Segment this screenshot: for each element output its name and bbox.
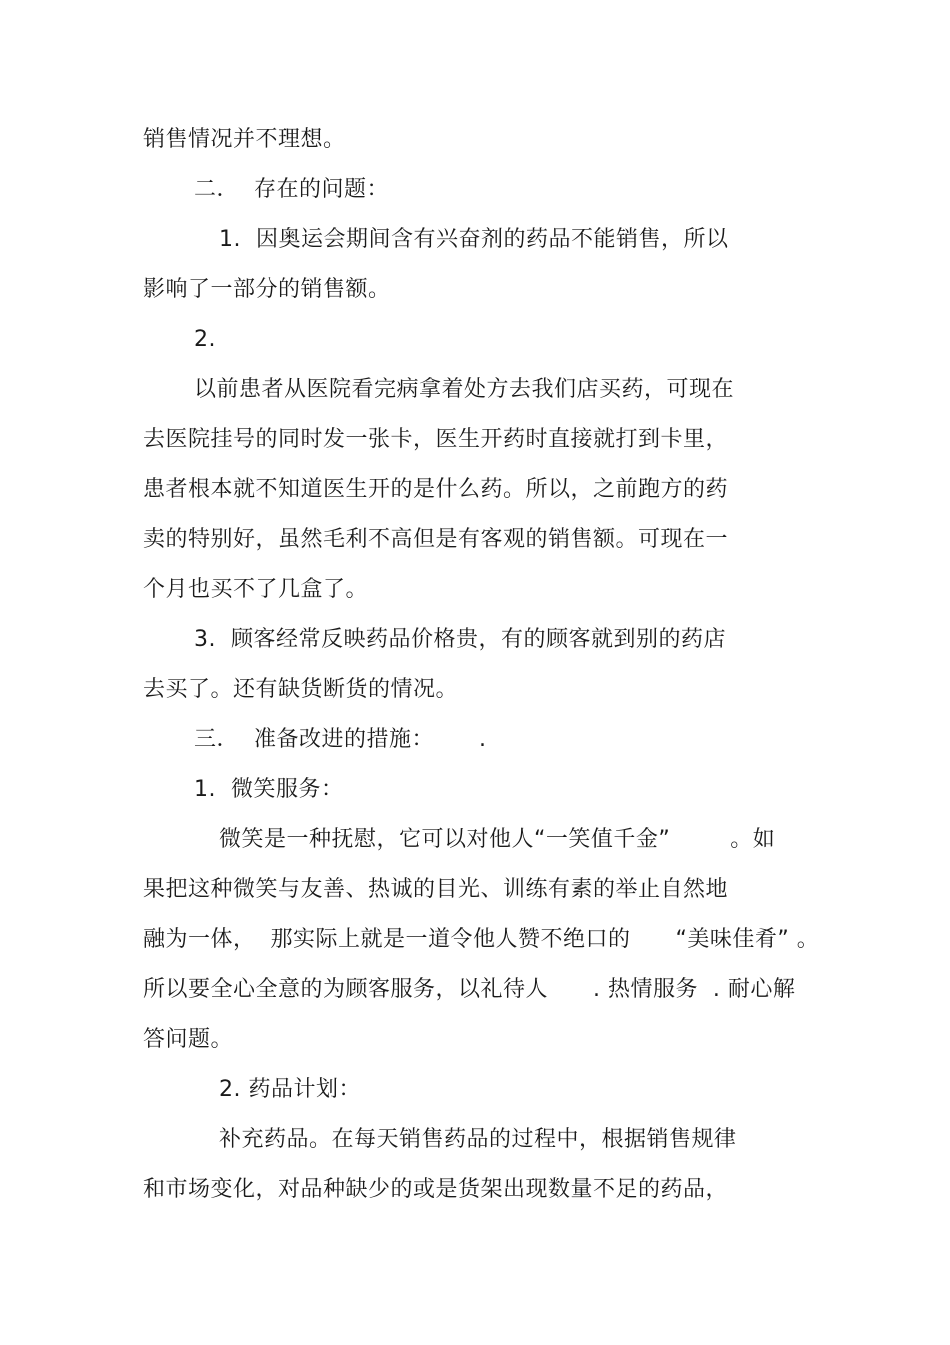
text-line: 果把这种微笑与友善、热诚的目光、训练有素的举止自然地 <box>143 877 729 902</box>
text-line: 答问题。 <box>143 1027 234 1052</box>
text-line: 补充药品。在每天销售药品的过程中，根据销售规律 <box>219 1127 737 1152</box>
text-line: 销售情况并不理想。 <box>143 127 346 152</box>
text-line: 微笑是一种抚慰，它可以对他人“一笑值千金” 。如 <box>219 827 776 852</box>
text-line: 融为一体， 那实际上就是一道令他人赞不绝口的 “美味佳肴” 。 <box>143 927 820 952</box>
text-line: 和市场变化，对品种缺少的或是货架出现数量不足的药品， <box>143 1177 729 1202</box>
list-item: 2. <box>194 327 216 352</box>
text-line: 去医院挂号的同时发一张卡，医生开药时直接就打到卡里， <box>143 427 729 452</box>
text-line: 影响了一部分的销售额。 <box>143 277 391 302</box>
list-item: 2. 药品计划： <box>219 1077 361 1102</box>
list-item: 3. 顾客经常反映药品价格贵，有的顾客就到别的药店 <box>194 627 726 652</box>
text-line: 以前患者从医院看完病拿着处方去我们店买药，可现在 <box>194 377 735 402</box>
text-line: 卖的特别好，虽然毛利不高但是有客观的销售额。可现在一 <box>143 527 729 552</box>
text-line: 患者根本就不知道医生开的是什么药。所以，之前跑方的药 <box>143 477 729 502</box>
text-line: 个月也买不了几盒了。 <box>143 577 369 602</box>
section-heading: 三． 准备改进的措施： . <box>194 727 487 752</box>
section-heading: 二． 存在的问题： <box>194 177 389 202</box>
text-line: 去买了。还有缺货断货的情况。 <box>143 677 459 702</box>
text-line: 所以要全心全意的为顾客服务，以礼待人 . 热情服务 . 耐心解 <box>143 977 796 1002</box>
list-item: 1. 因奥运会期间含有兴奋剂的药品不能销售，所以 <box>219 227 729 252</box>
list-item: 1. 微笑服务： <box>194 777 344 802</box>
